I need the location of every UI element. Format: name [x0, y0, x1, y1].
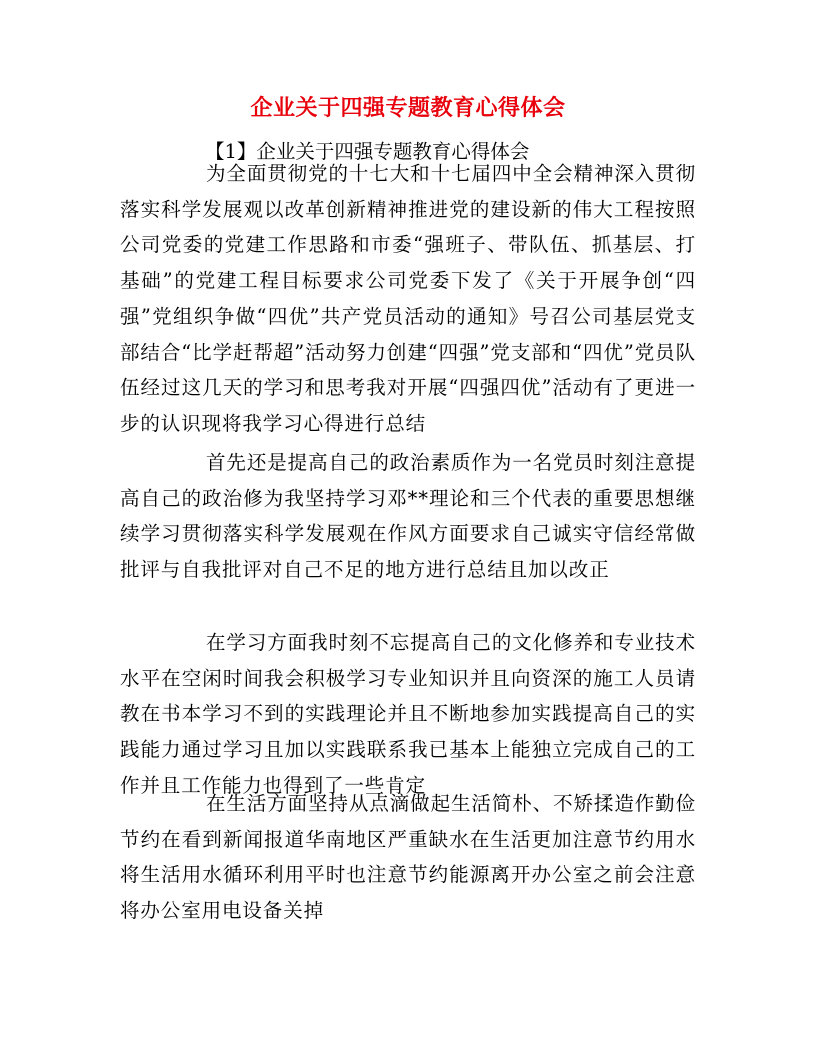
paragraph-intro: 为全面贯彻党的十七大和十七届四中全会精神深入贯彻落实科学发展观以改革创新精神推进党的建设新的伟大工程按照公司党委的党建工作思路和市委“强班子、带队伍、抓基层、打基础”的党建工程目标要求公司党委下发了《关于开展争创“四强”党组织争做“四优”共产党员活动的通知》号召公司基层党支部结合“比学赶帮超”活动努力创建“四强”党支部和“四优”党员队伍经过这几天的学习和思考我对开展“四强四优”活动有了更进一步的认识现将我学习心得进行总结 [120, 162, 696, 435]
document-subtitle: 【1】企业关于四强专题教育心得体会 [205, 140, 530, 163]
document-title: 企业关于四强专题教育心得体会 [250, 95, 566, 121]
paragraph-political: 首先还是提高自己的政治素质作为一名党员时刻注意提高自己的政治修为我坚持学习邓**理论和三个代表的重要思想继续学习贯彻落实科学发展观在作风方面要求自己诚实守信经常做批评与自我批评对自己不足的地方进行总结且加以改正 [120, 451, 696, 582]
paragraph-life: 在生活方面坚持从点滴做起生活简朴、不矫揉造作勤俭节约在看到新闻报道华南地区严重缺水在生活更加注意节约用水将生活用水循环利用平时也注意节约能源离开办公室之前会注意将办公室用电设备关掉 [120, 792, 696, 923]
paragraph-study: 在学习方面我时刻不忘提高自己的文化修养和专业技术水平在空闲时间我会积极学习专业知识并且向资深的施工人员请教在书本学习不到的实践理论并且不断地参加实践提高自己的实践能力通过学习且加以实践联系我已基本上能独立完成自己的工作并且工作能力也得到了一些肯定 [120, 631, 696, 797]
